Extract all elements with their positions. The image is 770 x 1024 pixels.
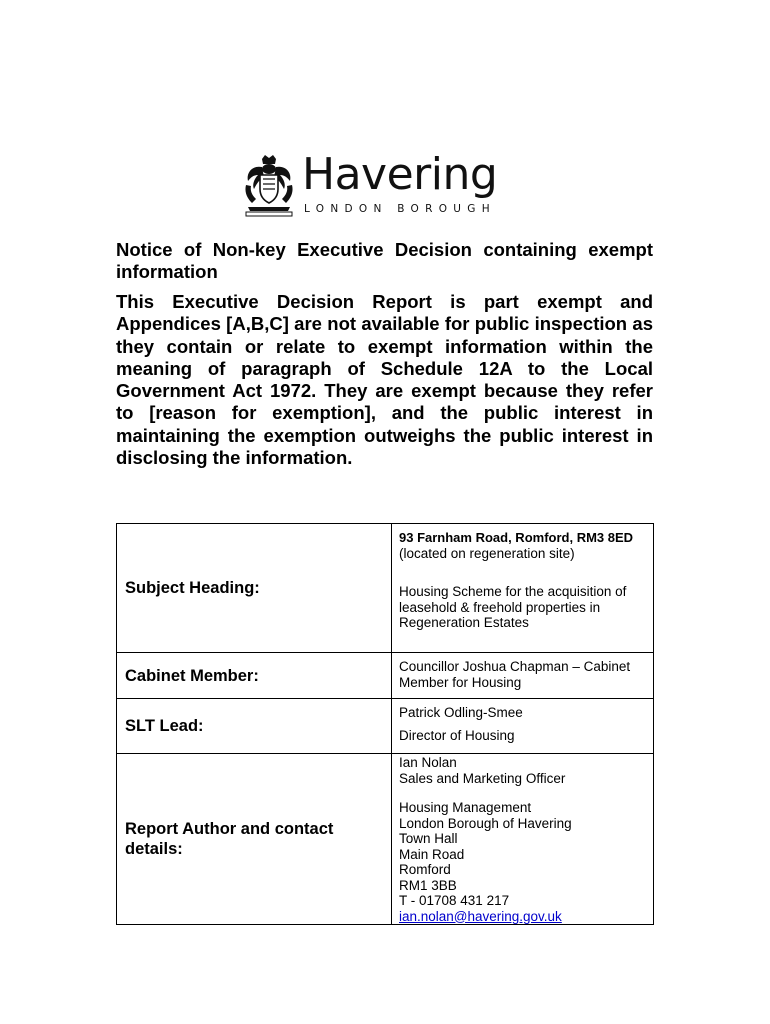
cabinet-member-label-text: Cabinet Member: xyxy=(125,666,259,685)
subject-address-note: (located on regeneration site) xyxy=(399,545,575,561)
slt-lead-value xyxy=(392,699,654,754)
havering-logo xyxy=(242,149,532,219)
slt-lead-row xyxy=(117,699,654,754)
subject-description: Housing Scheme for the acquisition of leasehold & freehold properties in Regeneration Estates xyxy=(399,584,627,630)
havering-crest-icon xyxy=(242,155,296,217)
author-address-line-6: RM1 3BB xyxy=(399,877,457,893)
exempt-statement: This Executive Decision Report is part exempt and Appendices [A,B,C] are not available for public inspection as they contain or relate to exempt information within the meaning of paragraph of Schedule 12A to the Local Government Act 1972. They are exempt because they refer to [reason for exemption], and the public interest in maintaining the exemption outweighs the public interest in disclosing the information. xyxy=(116,291,653,469)
subject-heading-row xyxy=(117,524,654,653)
decision-details-table xyxy=(116,523,654,925)
author-email-link[interactable]: ian.nolan@havering.gov.uk xyxy=(399,908,562,924)
logo-wordmark: Havering xyxy=(302,149,498,200)
report-author-label-text: Report Author and contact details: xyxy=(125,820,334,858)
logo-subtitle: LONDON BOROUGH xyxy=(304,203,496,215)
cabinet-member-label xyxy=(117,653,392,699)
notice-heading: Notice of Non-key Executive Decision containing exempt information xyxy=(116,239,653,282)
subject-address: 93 Farnham Road, Romford, RM3 8ED xyxy=(399,530,634,545)
subject-heading-value xyxy=(392,524,654,653)
author-address-line-4: Main Road xyxy=(399,846,465,862)
slt-lead-role: Director of Housing xyxy=(399,727,515,743)
report-author-row xyxy=(117,754,654,925)
slt-lead-label xyxy=(117,699,392,754)
slt-lead-name: Patrick Odling-Smee xyxy=(399,705,523,720)
author-title: Sales and Marketing Officer xyxy=(399,770,566,786)
subject-heading-label-text: Subject Heading: xyxy=(125,579,260,597)
author-name: Ian Nolan xyxy=(399,755,457,770)
report-author-value xyxy=(392,754,654,925)
author-address-line-2: London Borough of Havering xyxy=(399,815,572,831)
subject-heading-label xyxy=(117,524,392,653)
author-address-line-3: Town Hall xyxy=(399,831,458,846)
report-author-label xyxy=(117,754,392,925)
cabinet-member-value: Councillor Joshua Chapman – Cabinet Member for Housing xyxy=(392,653,654,699)
slt-lead-label-text: SLT Lead: xyxy=(125,717,204,735)
cabinet-member-row xyxy=(117,653,654,699)
author-address-line-1: Housing Management xyxy=(399,800,532,815)
author-address-line-5: Romford xyxy=(399,862,451,877)
author-phone: T - 01708 431 217 xyxy=(399,893,510,908)
